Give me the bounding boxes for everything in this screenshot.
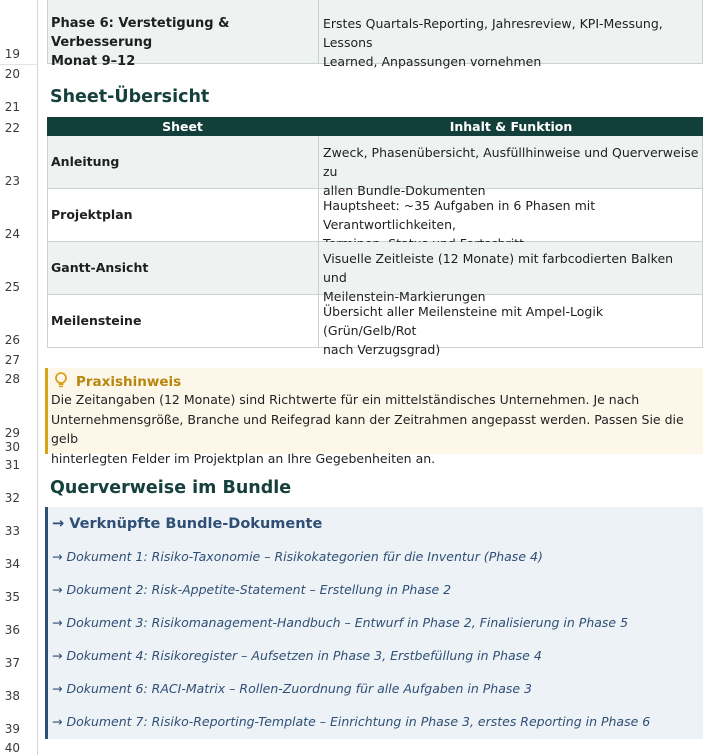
phase-title-line-2: Monat 9–12	[51, 54, 136, 69]
hint-title-text: Praxishinweis	[76, 374, 182, 390]
cross-ref-item[interactable]: → Dokument 2: Risk-Appetite-Statement – Erstellung in Phase 2	[52, 582, 452, 597]
table-row[interactable]	[47, 242, 703, 304]
table-header-row	[47, 117, 703, 136]
sheet-name-cell[interactable]: Gantt-Ansicht	[48, 242, 319, 294]
description-line-1: Visuelle Zeitleiste (12 Monate) mit farbcodierten Balken und	[323, 251, 674, 285]
sheet-description-cell[interactable]	[320, 189, 703, 241]
cross-ref-item[interactable]: → Dokument 7: Risiko-Reporting-Template – Einrichtung in Phase 3, erstes Reporting in Phase 6	[52, 714, 651, 729]
phase-desc-line-2: Learned, Anpassungen vornehmen	[323, 54, 542, 69]
row-number-31[interactable]: 31	[4, 458, 20, 472]
hint-title	[54, 372, 181, 392]
cross-ref-item[interactable]: → Dokument 6: RACI-Matrix – Rollen-Zuordnung für alle Aufgaben in Phase 3	[52, 681, 532, 696]
linked-documents-title: → Verknüpfte Bundle-Dokumente	[52, 516, 323, 532]
row-number-40[interactable]: 40	[4, 741, 20, 755]
row-number-38[interactable]: 38	[4, 689, 20, 703]
description-line-1: Hauptsheet: ~35 Aufgaben in 6 Phasen mit Verantwortlichkeiten,	[323, 198, 596, 232]
cross-ref-item[interactable]: → Dokument 4: Risikoregister – Aufsetzen in Phase 3, Erstbefüllung in Phase 4	[52, 648, 542, 663]
practical-hint-box[interactable]	[45, 368, 703, 466]
row-number-32[interactable]: 32	[4, 491, 20, 505]
sheet-name-cell[interactable]: Meilensteine	[48, 295, 319, 347]
sheet-description-cell[interactable]	[320, 242, 703, 304]
sheet-description-cell[interactable]	[320, 295, 703, 357]
phase-table-row-phase-6[interactable]	[47, 0, 703, 69]
sheet-name-cell[interactable]: Anleitung	[48, 136, 319, 188]
sheet-overview-heading: Sheet-Übersicht	[50, 87, 210, 107]
table-row[interactable]	[47, 136, 703, 198]
phase-title-cell[interactable]	[48, 0, 319, 69]
description-line-2: Meilenstein-Markierungen	[323, 289, 486, 304]
row-header-gutter	[0, 0, 38, 755]
row-number-33[interactable]: 33	[4, 524, 20, 538]
row-number-26[interactable]: 26	[4, 333, 20, 347]
gutter-divider	[0, 64, 38, 65]
table-row[interactable]	[47, 189, 703, 242]
description-line-1: Zweck, Phasenübersicht, Ausfüllhinweise und Querverweise zu	[323, 145, 699, 179]
hint-line-3: hinterlegten Felder im Projektplan an Ihre Gegebenheiten an.	[51, 450, 436, 466]
row-number-25[interactable]: 25	[4, 280, 20, 294]
cross-ref-item[interactable]: → Dokument 3: Risikomanagement-Handbuch – Entwurf in Phase 2, Finalisierung in Phase 5	[52, 615, 629, 630]
column-header-sheet[interactable]: Sheet	[162, 119, 203, 134]
row-number-37[interactable]: 37	[4, 656, 20, 670]
row-number-27[interactable]: 27	[4, 353, 20, 367]
row-number-22[interactable]: 22	[4, 121, 20, 135]
row-number-19[interactable]: 19	[4, 47, 20, 61]
phase-description-cell[interactable]	[320, 0, 703, 69]
phase-desc-line-1: Erstes Quartals-Reporting, Jahresreview, KPI-Messung, Lessons	[323, 16, 663, 50]
sheet-area	[39, 0, 722, 755]
cross-ref-item[interactable]: → Dokument 1: Risiko-Taxonomie – Risikokategorien für die Inventur (Phase 4)	[52, 549, 543, 564]
row-number-24[interactable]: 24	[4, 227, 20, 241]
row-number-34[interactable]: 34	[4, 557, 20, 571]
sheet-name-cell[interactable]: Projektplan	[48, 189, 319, 241]
table-row[interactable]	[47, 295, 703, 357]
column-header-content[interactable]: Inhalt & Funktion	[449, 119, 573, 134]
row-number-29[interactable]: 29	[4, 426, 20, 440]
hint-line-1: Die Zeitangaben (12 Monate) sind Richtwerte für ein mittelständisches Unternehmen. Je nach	[51, 392, 640, 407]
row-number-36[interactable]: 36	[4, 623, 20, 637]
row-number-21[interactable]: 21	[4, 100, 20, 114]
row-number-23[interactable]: 23	[4, 174, 20, 188]
description-line-2: nach Verzugsgrad)	[323, 342, 441, 357]
row-number-35[interactable]: 35	[4, 590, 20, 604]
sheet-description-cell[interactable]	[320, 136, 703, 198]
row-number-39[interactable]: 39	[4, 722, 20, 736]
description-line-1: Übersicht aller Meilensteine mit Ampel-Logik (Grün/Gelb/Rot	[323, 304, 604, 338]
description-line-2: allen Bundle-Dokumenten	[323, 183, 486, 198]
phase-title-line-1: Phase 6: Verstetigung & Verbesserung	[51, 16, 230, 50]
lightbulb-icon	[54, 372, 70, 392]
row-number-30[interactable]: 30	[4, 440, 20, 454]
hint-line-2: Unternehmensgröße, Branche und Reifegrad kann der Zeitrahmen angepasst werden. Passen Sie die gelb	[51, 411, 684, 446]
row-number-28[interactable]: 28	[4, 372, 20, 386]
hint-body	[51, 390, 701, 468]
cross-references-heading: Querverweise im Bundle	[50, 478, 292, 498]
cross-references-box[interactable]	[45, 507, 703, 739]
row-number-20[interactable]: 20	[4, 67, 20, 81]
